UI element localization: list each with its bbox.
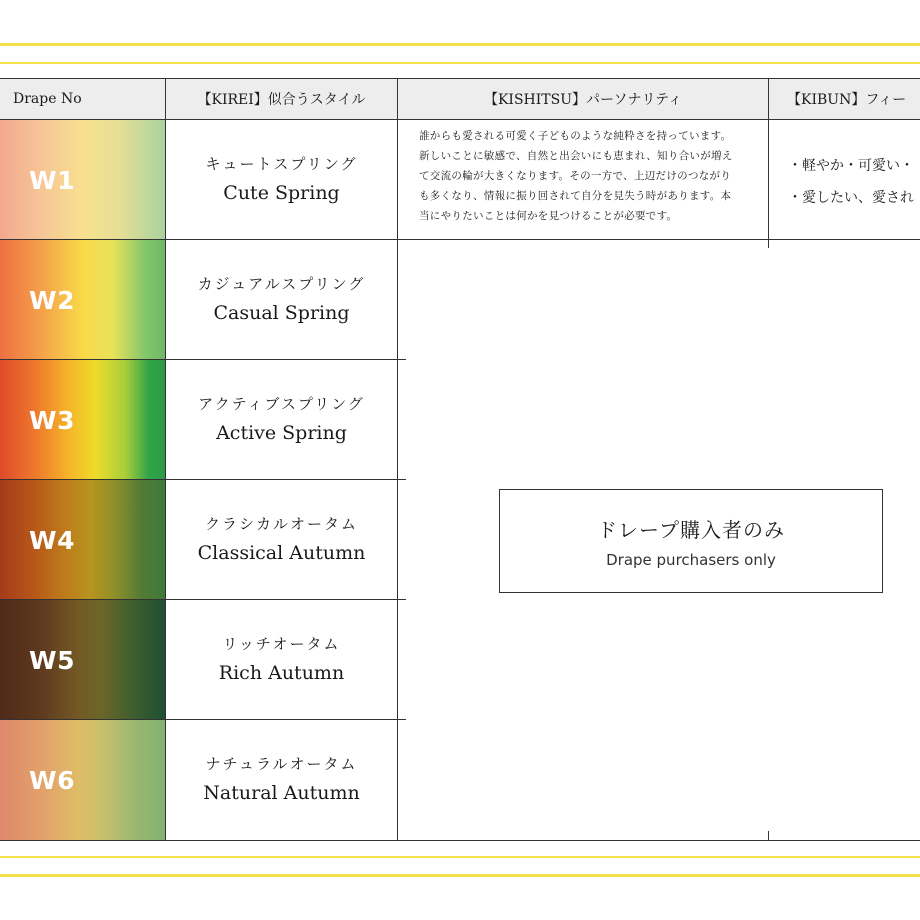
swatch-w2 xyxy=(0,240,165,360)
kibun-line: ・愛したい、愛され xyxy=(788,190,914,206)
style-name-en: Rich Autumn xyxy=(218,661,345,684)
style-cell-w4 xyxy=(166,480,397,600)
header-kishitsu: 【KISHITSU】パーソナリティ xyxy=(398,78,768,119)
drape-code: W4 xyxy=(29,525,75,555)
swatch-w1 xyxy=(0,120,165,240)
header-kibun: 【KIBUN】フィー xyxy=(769,78,920,119)
style-name-en: Natural Autumn xyxy=(203,781,360,804)
header-kirei: 【KIREI】似合うスタイル xyxy=(166,78,397,119)
style-name-jp: キュートスプリング xyxy=(205,154,358,173)
kibun-text xyxy=(788,150,920,214)
top-stripe-upper xyxy=(0,43,920,46)
row-divider xyxy=(0,599,406,600)
style-name-en: Cute Spring xyxy=(223,181,340,204)
notice-title-jp: ドレープ購入者のみ xyxy=(597,517,785,542)
swatch-w6 xyxy=(0,720,165,840)
bottom-stripe-lower xyxy=(0,874,920,877)
header-divider xyxy=(0,119,920,120)
drape-purchasers-notice xyxy=(499,489,883,593)
bottom-stripe-upper xyxy=(0,856,920,858)
drape-code: W2 xyxy=(29,285,75,315)
style-name-jp: アクティブスプリング xyxy=(198,394,365,413)
swatch-w4 xyxy=(0,480,165,600)
style-cell-w5 xyxy=(166,600,397,720)
swatch-w3 xyxy=(0,360,165,480)
personality-line: 誰からも愛される可愛く子どものような純粋さを持っています。 xyxy=(419,130,732,142)
top-stripe-lower xyxy=(0,62,920,64)
style-name-jp: リッチオータム xyxy=(222,634,341,653)
style-name-en: Active Spring xyxy=(216,421,347,444)
row-divider xyxy=(0,239,920,240)
col-divider-stub xyxy=(768,831,769,841)
col-divider xyxy=(768,78,769,248)
style-name-en: Casual Spring xyxy=(213,301,350,324)
style-cell-w2 xyxy=(166,240,397,360)
style-name-en: Classical Autumn xyxy=(197,541,366,564)
drape-table xyxy=(0,78,920,841)
style-cell-w6 xyxy=(166,720,397,840)
drape-code: W5 xyxy=(29,645,75,675)
header-drape-no: Drape No xyxy=(0,78,165,119)
table-border-bottom xyxy=(0,840,920,841)
row-divider xyxy=(0,479,406,480)
drape-code: W6 xyxy=(29,765,75,795)
col-divider xyxy=(165,78,166,841)
style-name-jp: ナチュラルオータム xyxy=(205,754,358,773)
drape-code: W1 xyxy=(29,165,75,195)
personality-line: 当にやりたいことは何かを見つけることが必要です。 xyxy=(419,210,678,222)
row-divider xyxy=(0,359,406,360)
personality-line: て交流の輪が大きくなります。その一方で、上辺だけのつながり xyxy=(419,170,732,182)
personality-line: も多くなり、情報に振り回されて自分を見失う時があります。本 xyxy=(419,190,732,202)
col-divider xyxy=(397,78,398,841)
row-divider xyxy=(0,719,406,720)
drape-code: W3 xyxy=(29,405,75,435)
table-border-top xyxy=(0,78,920,79)
style-cell-w3 xyxy=(166,360,397,480)
personality-line: 新しいことに敏感で、自然と出会いにも恵まれ、知り合いが増え xyxy=(419,150,733,162)
style-cell-w1 xyxy=(166,120,397,240)
kibun-line: ・軽やか・可愛い・ xyxy=(788,158,914,174)
notice-title-en: Drape purchasers only xyxy=(606,550,776,569)
style-name-jp: カジュアルスプリング xyxy=(197,274,366,293)
swatch-w5 xyxy=(0,600,165,720)
personality-text xyxy=(419,126,755,226)
style-name-jp: クラシカルオータム xyxy=(204,514,358,533)
